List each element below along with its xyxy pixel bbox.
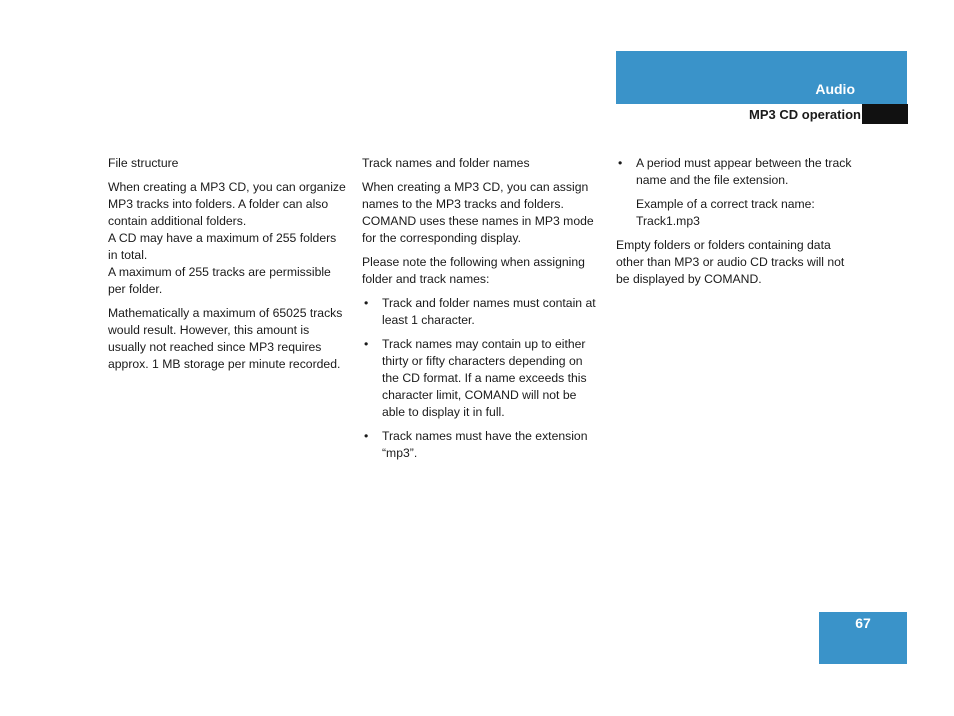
list-item (362, 295, 600, 329)
list-item (362, 336, 600, 421)
bullet-icon: • (364, 429, 369, 443)
page-number-box (819, 612, 907, 664)
column-period-rules (616, 155, 856, 295)
example-value: Track1.mp3 (636, 214, 700, 228)
section-subtitle: MP3 CD operation (749, 107, 861, 122)
column-file-structure (108, 155, 348, 380)
list-item (616, 155, 856, 189)
list-item-text: Track and folder names must contain at least 1 character. (382, 296, 596, 327)
heading-track-names: Track names and folder names (362, 156, 530, 170)
column-track-names (362, 155, 600, 469)
paragraph-max-folders: A CD may have a maximum of 255 folders in total. (108, 231, 337, 262)
example-label: Example of a correct track name: (636, 197, 815, 211)
paragraph-organize: When creating a MP3 CD, you can organize MP3 tracks into folders. A folder can also contain additional folders. (108, 180, 346, 228)
paragraph-assign-names: When creating a MP3 CD, you can assign names to the MP3 tracks and folders. COMAND uses these names in MP3 mode for the corresponding display. (362, 180, 594, 245)
paragraph-please-note: Please note the following when assigning folder and track names: (362, 255, 585, 286)
list-item-text: Track names may contain up to either thirty or fifty characters depending on the CD format. If a name exceeds this character limit, COMAND will not be able to display it in full. (382, 337, 587, 419)
bullet-icon: • (618, 156, 623, 170)
heading-file-structure: File structure (108, 156, 179, 170)
list-item (362, 428, 600, 462)
section-marker (862, 104, 908, 124)
paragraph-max-tracks: A maximum of 255 tracks are permissible per folder. (108, 265, 331, 296)
example-block (616, 196, 856, 230)
section-header (616, 51, 907, 104)
list-item-text: Track names must have the extension “mp3”. (382, 429, 588, 460)
paragraph-empty-folders: Empty folders or folders containing data other than MP3 or audio CD tracks will not be displayed by COMAND. (616, 238, 845, 286)
bullet-icon: • (364, 296, 369, 310)
paragraph-mathematically: Mathematically a maximum of 65025 tracks would result. However, this amount is usually not reached since MP3 requires approx. 1 MB storage per minute recorded. (108, 306, 343, 371)
bullet-icon: • (364, 337, 369, 351)
list-item-text: A period must appear between the track name and the file extension. (636, 156, 852, 187)
page-number: 67 (855, 615, 871, 631)
section-title: Audio (815, 81, 855, 97)
